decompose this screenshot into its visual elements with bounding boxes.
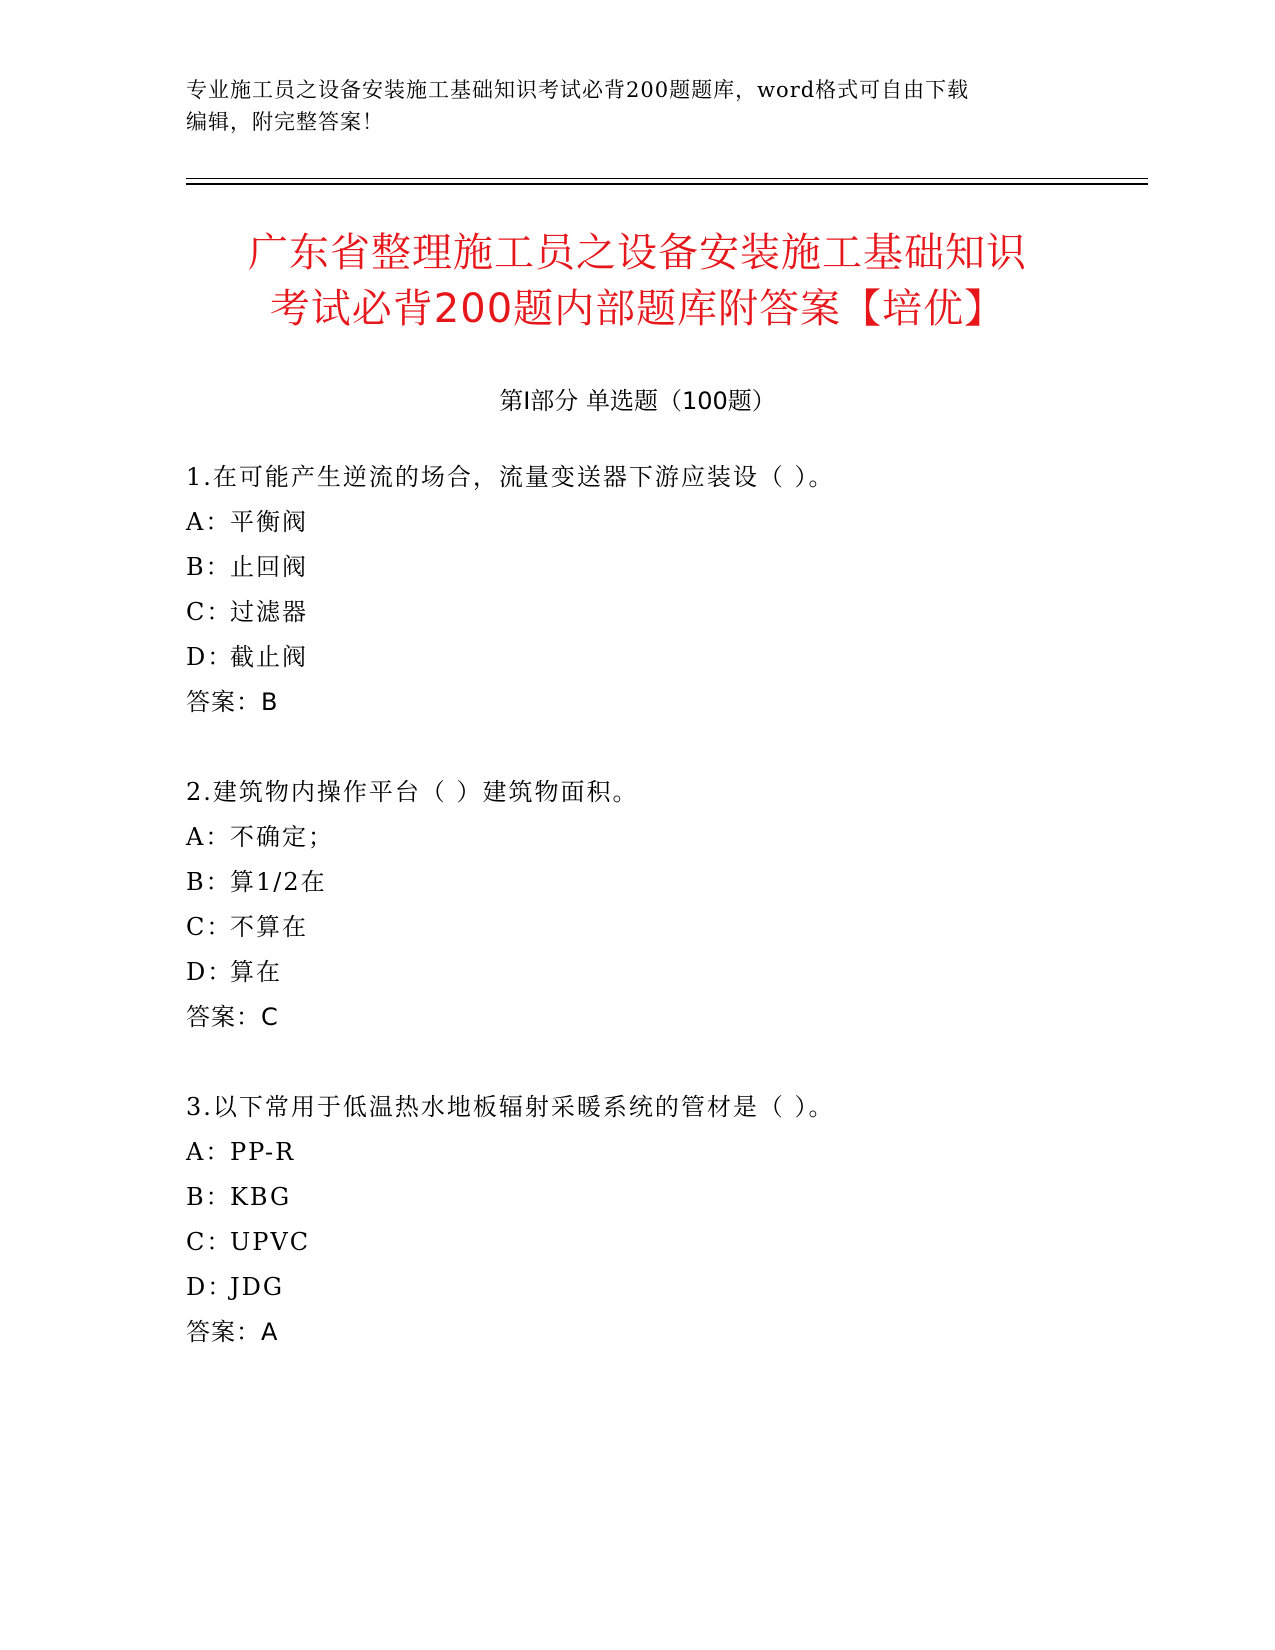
header-divider-thick xyxy=(186,183,1148,185)
option-key: A： xyxy=(186,1138,232,1166)
option-text: 平衡阀 xyxy=(230,508,308,536)
document-title xyxy=(160,225,1115,337)
option-key: A： xyxy=(186,823,232,851)
option-key: B： xyxy=(186,868,232,896)
document-title-line-1: 广东省整理施工员之设备安装施工基础知识 xyxy=(248,230,1027,276)
question-stem: 2.建筑物内操作平台（ ）建筑物面积。 xyxy=(186,778,639,806)
option-key: C： xyxy=(186,913,233,941)
question-option-a xyxy=(186,500,1086,545)
question-option-d xyxy=(186,1265,1086,1310)
option-text: 不算在 xyxy=(230,913,308,941)
option-text: JDG xyxy=(230,1273,285,1301)
document-title-line-2: 考试必背200题内部题库附答案【培优】 xyxy=(269,286,1006,332)
question-option-b xyxy=(186,1175,1086,1220)
header-note xyxy=(186,74,1066,138)
header-note-line-2: 编辑，附完整答案！ xyxy=(186,110,384,134)
question-answer: 答案：C xyxy=(186,1003,279,1031)
option-text: 截止阀 xyxy=(230,643,308,671)
option-key: D： xyxy=(186,1273,234,1301)
option-key: C： xyxy=(186,598,233,626)
question-answer: 答案：B xyxy=(186,688,279,716)
question-option-b xyxy=(186,545,1086,590)
option-text: KBG xyxy=(230,1183,292,1211)
option-text: 算1/2在 xyxy=(230,868,327,896)
question-2 xyxy=(186,770,1086,1040)
option-text: 过滤器 xyxy=(230,598,308,626)
option-text: PP-R xyxy=(230,1138,296,1166)
option-key: D： xyxy=(186,958,234,986)
option-key: B： xyxy=(186,553,232,581)
option-key: C： xyxy=(186,1228,233,1256)
option-text: 止回阀 xyxy=(230,553,308,581)
question-option-c xyxy=(186,1220,1086,1265)
question-3 xyxy=(186,1085,1086,1355)
option-key: D： xyxy=(186,643,234,671)
question-option-d xyxy=(186,950,1086,995)
option-text: 算在 xyxy=(230,958,282,986)
question-option-b xyxy=(186,860,1086,905)
question-option-c xyxy=(186,905,1086,950)
question-option-a xyxy=(186,815,1086,860)
option-text: 不确定； xyxy=(230,823,334,851)
question-option-a xyxy=(186,1130,1086,1175)
question-option-d xyxy=(186,635,1086,680)
header-divider-thin xyxy=(186,178,1148,179)
question-1 xyxy=(186,455,1086,725)
question-stem: 1.在可能产生逆流的场合，流量变送器下游应装设（ ）。 xyxy=(186,463,835,491)
question-option-c xyxy=(186,590,1086,635)
section-title: 第I部分 单选题（100题） xyxy=(499,387,776,415)
option-text: UPVC xyxy=(230,1228,311,1256)
option-key: A： xyxy=(186,508,232,536)
question-answer: 答案：A xyxy=(186,1318,279,1346)
question-stem: 3.以下常用于低温热水地板辐射采暖系统的管材是（ ）。 xyxy=(186,1093,835,1121)
header-note-line-1: 专业施工员之设备安装施工基础知识考试必背200题题库，word格式可自由下载 xyxy=(186,78,970,102)
option-key: B： xyxy=(186,1183,232,1211)
